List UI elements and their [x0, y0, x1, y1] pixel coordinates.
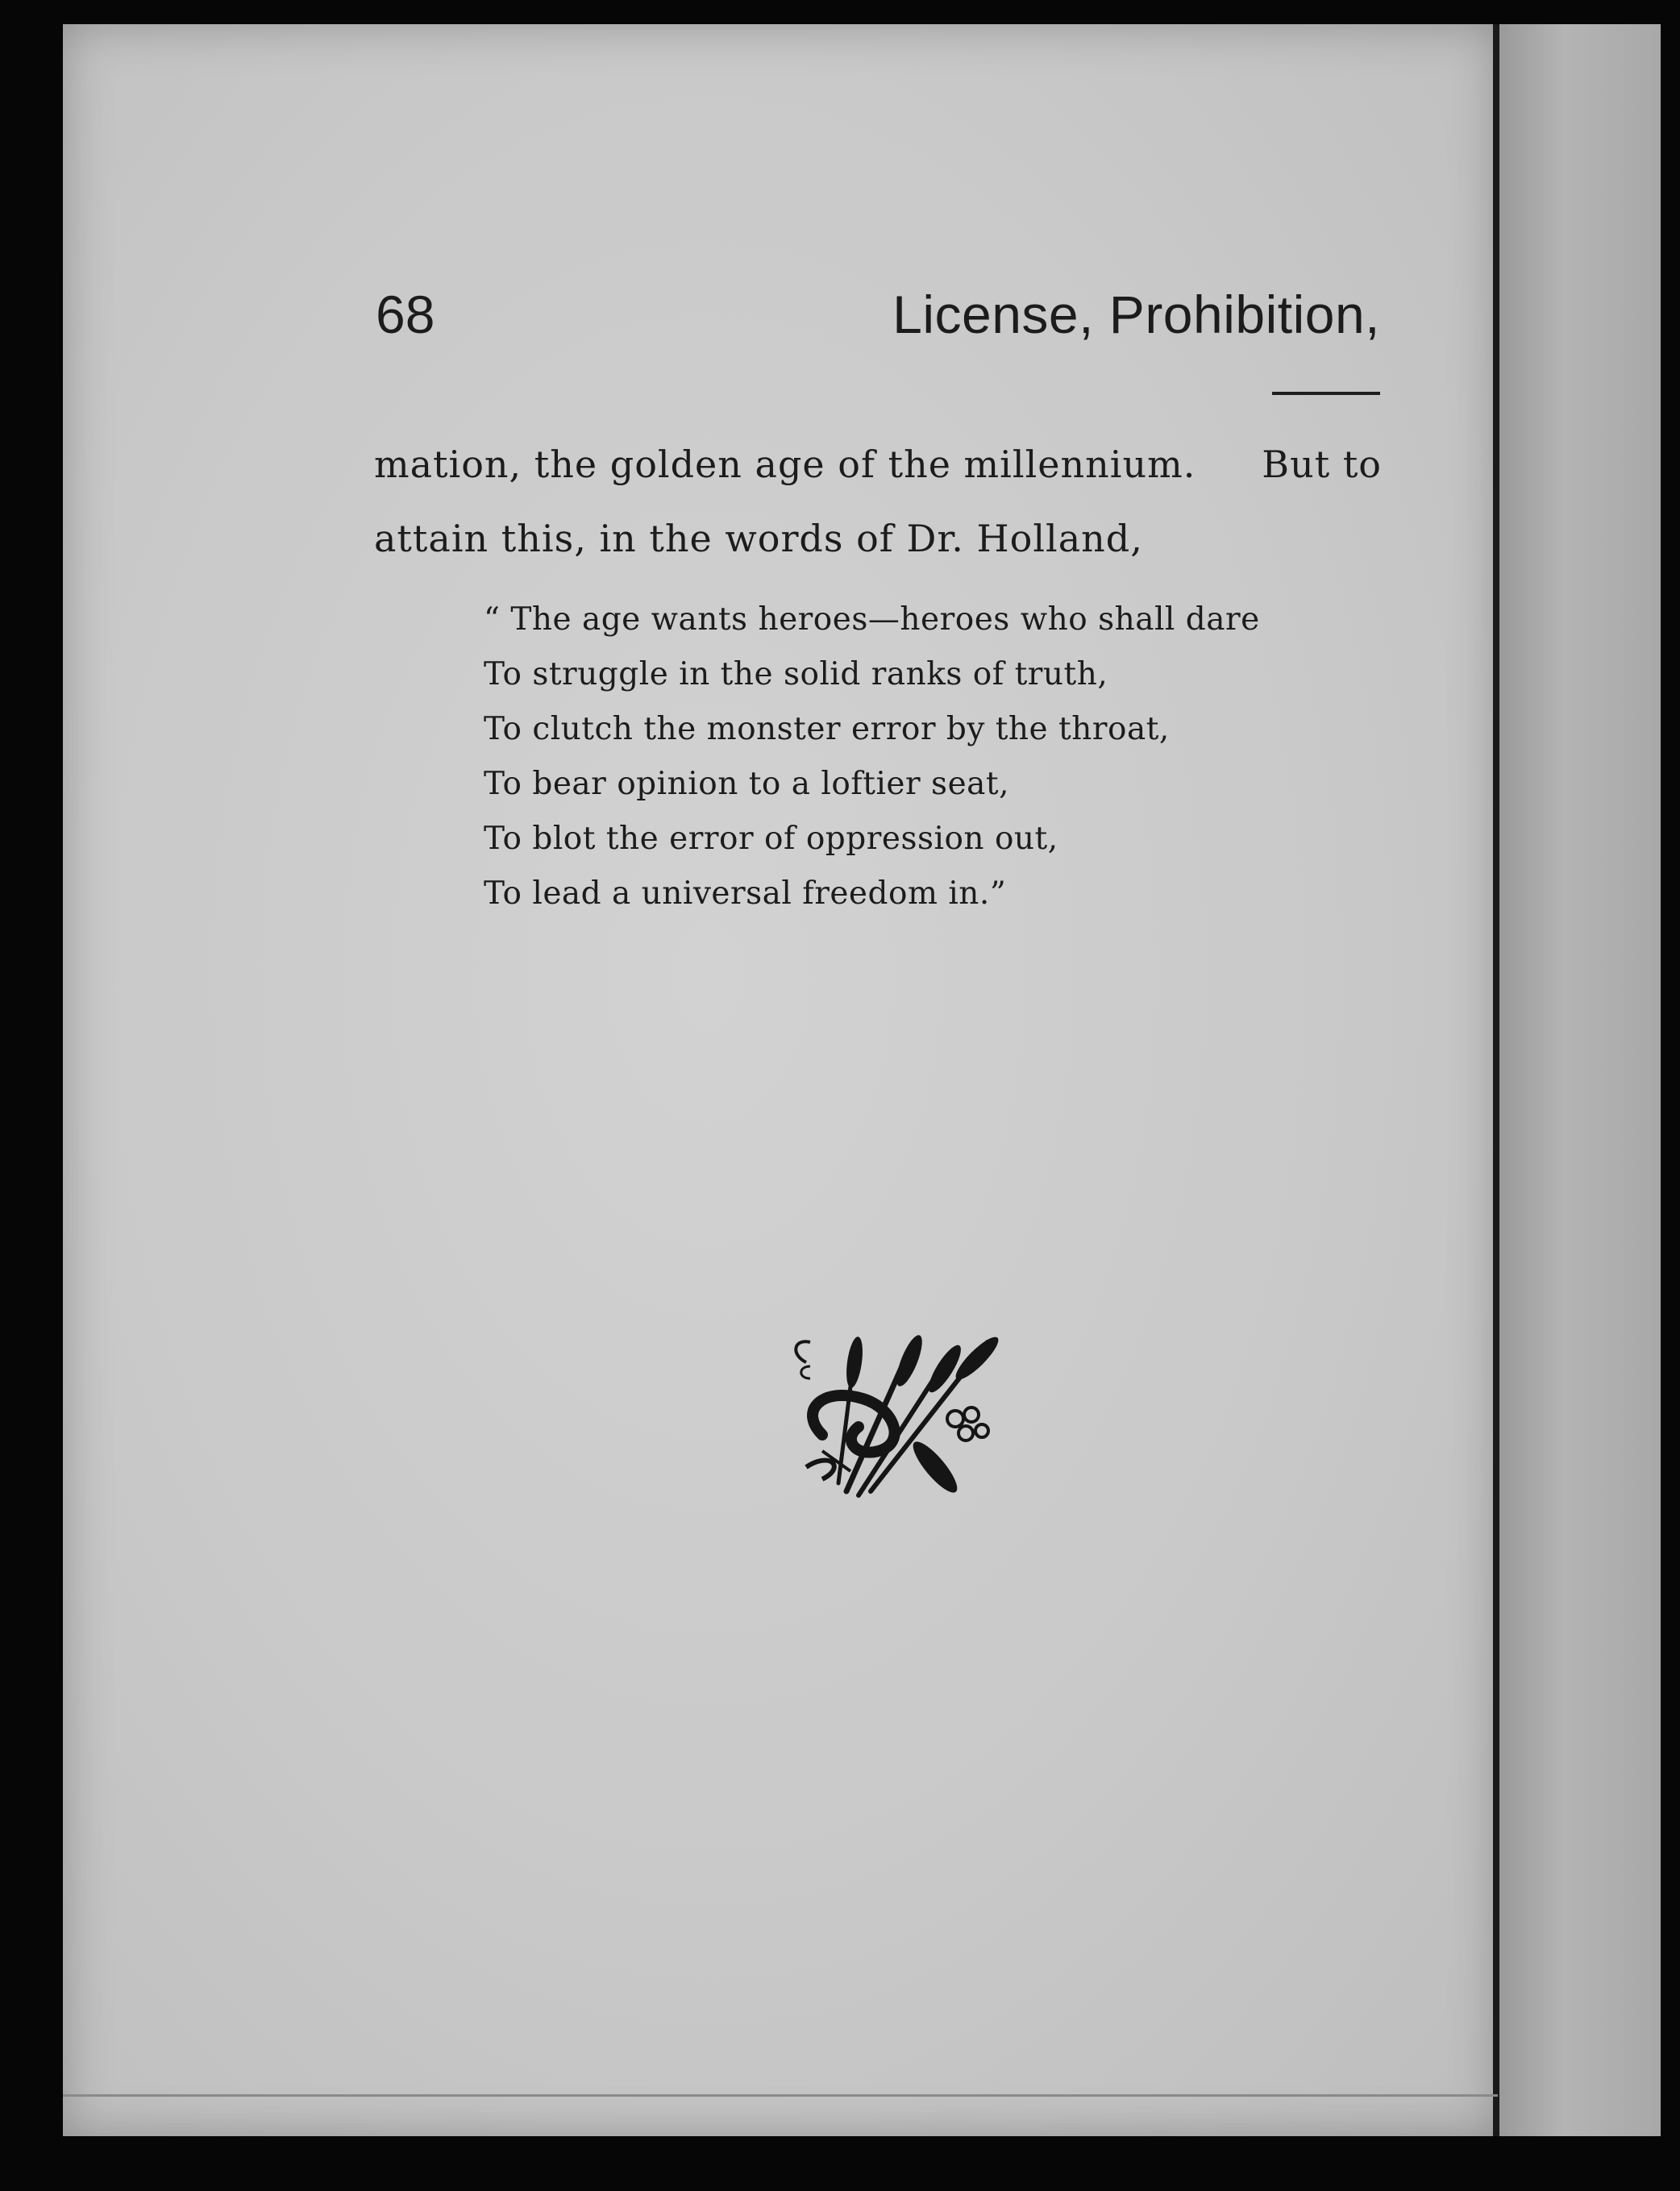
verse-line: “ The age wants heroes—heroes who shall dare	[484, 601, 1260, 638]
verse-line: To struggle in the solid ranks of truth,	[484, 656, 1108, 692]
page-number: 68	[376, 285, 435, 344]
facing-page-edge	[1499, 24, 1661, 2136]
running-head: License, Prohibition,	[892, 285, 1380, 344]
verse-line: To clutch the monster error by the throat,	[484, 711, 1170, 747]
verse-quotation	[484, 592, 1395, 921]
body-line-text: But to	[1262, 443, 1382, 486]
verse-line: To bear opinion to a loftier seat,	[484, 766, 1009, 802]
verse-line: To blot the error of oppression out,	[484, 821, 1058, 857]
body-line: attain this, in the words of Dr. Holland,	[374, 517, 1143, 560]
head-rule	[1272, 392, 1380, 395]
body-line	[374, 427, 1382, 501]
wheat-sheaf-ornament-icon	[774, 1330, 1000, 1507]
body-paragraph	[374, 427, 1382, 576]
body-line-text: mation, the golden age of the millennium.	[374, 443, 1196, 486]
verse-line: To lead a universal freedom in.”	[484, 875, 1007, 912]
page-bottom-edge	[63, 2094, 1498, 2097]
page-gutter	[1493, 24, 1499, 2136]
